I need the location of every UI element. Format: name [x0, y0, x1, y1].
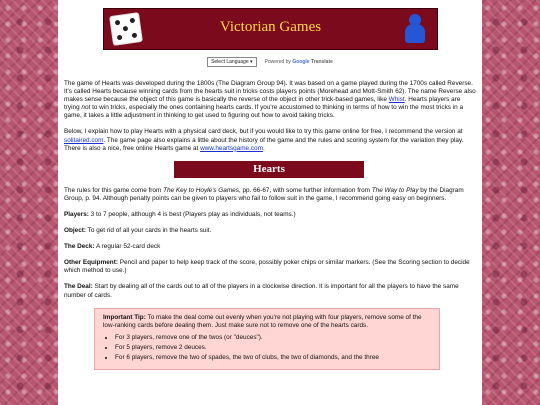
google-logo-text: Google: [292, 59, 310, 65]
section-heading: Hearts: [174, 161, 364, 178]
tip-text: Important Tip: To make the deal come out evenly when you're not playing with four players, remove some of the low-ranking cards before dealing them. Just make sure not to remove one of the hearts cards.: [103, 313, 422, 329]
language-select-label: Select Language: [211, 59, 249, 65]
solitaired-link[interactable]: solitaired.com: [64, 136, 104, 144]
page-container: [58, 0, 482, 405]
list-item: • For 3 players, remove one of the twos (or "deuces").: [115, 334, 431, 342]
language-select[interactable]: Select Language ▾: [207, 57, 256, 67]
tip-list: [103, 334, 431, 362]
site-banner: [103, 8, 438, 50]
equipment-rule: Other Equipment: Pencil and paper to help keep track of the score, possibly poker chips or similar markers. (See the Scoring section to decide which method to use.): [64, 259, 470, 275]
intro-paragraph-1: The game of Hearts was developed during the 1800s (The Diagram Group 94). It was based on a game played during the 1700s called Reverse. It's called Hearts because winning cards from the hearts suit in tricks costs players points (Morehead and Mott-Smith 62). The name Reverse also makes sense because the object of this game is basically the reverse of the object in other trick-based games, like Whist. Hearts players are trying not to win tricks, especially the ones containing hearts cards. If you're accustomed to thinking in terms of how to win the most tricks in a game, it takes a little adjustment in thinking to get used to figuring out how to avoid taking tricks.: [64, 80, 476, 120]
article-content: [64, 80, 476, 370]
list-item: • For 5 players, remove 2 deuces.: [115, 344, 431, 352]
translate-bar: [58, 56, 482, 68]
deck-rule: The Deck: A regular 52-card deck: [64, 243, 161, 251]
object-rule: Object: To get rid of all your cards in the hearts suit.: [64, 227, 212, 235]
pawn-icon: [403, 14, 427, 44]
rules-source-paragraph: The rules for this game come from The Key to Hoyle's Games, pp. 66-67, with some further information from The Way to Play by the Diagram Group, p. 94. Although penalty points can be given to players who fail to follow suit in the game, I recommend going easy on beginners.: [64, 186, 464, 202]
site-title: Victorian Games: [219, 19, 322, 35]
list-item: • For 6 players, remove the two of spades, the two of clubs, the two of diamonds, and the three: [115, 354, 431, 362]
whist-link[interactable]: Whist: [388, 96, 405, 104]
players-rule: Players: 3 to 7 people, although 4 is best (Players play as individuals, not teams.): [64, 210, 296, 218]
important-tip-box: [94, 308, 440, 370]
intro-paragraph-2: Below, I explain how to play Hearts with a physical card deck, but if you would like to try this game online for free, I recommend the version at solitaired.com. The game page also explains a little about the history of the game and the rules and scoring system for the variation they play. There is also a nice, free online Hearts game at www.heartsgame.com.: [64, 128, 464, 152]
translate-link[interactable]: Translate: [310, 59, 333, 65]
powered-by-text: Powered by: [264, 59, 291, 65]
powered-by: [265, 59, 333, 65]
deal-rule: The Deal: Start by dealing all of the cards out to all of the players in a clockwise direction. It is important for all the players to have the same number of cards.: [64, 283, 459, 299]
heartsgame-link[interactable]: www.heartsgame.com: [200, 144, 263, 152]
